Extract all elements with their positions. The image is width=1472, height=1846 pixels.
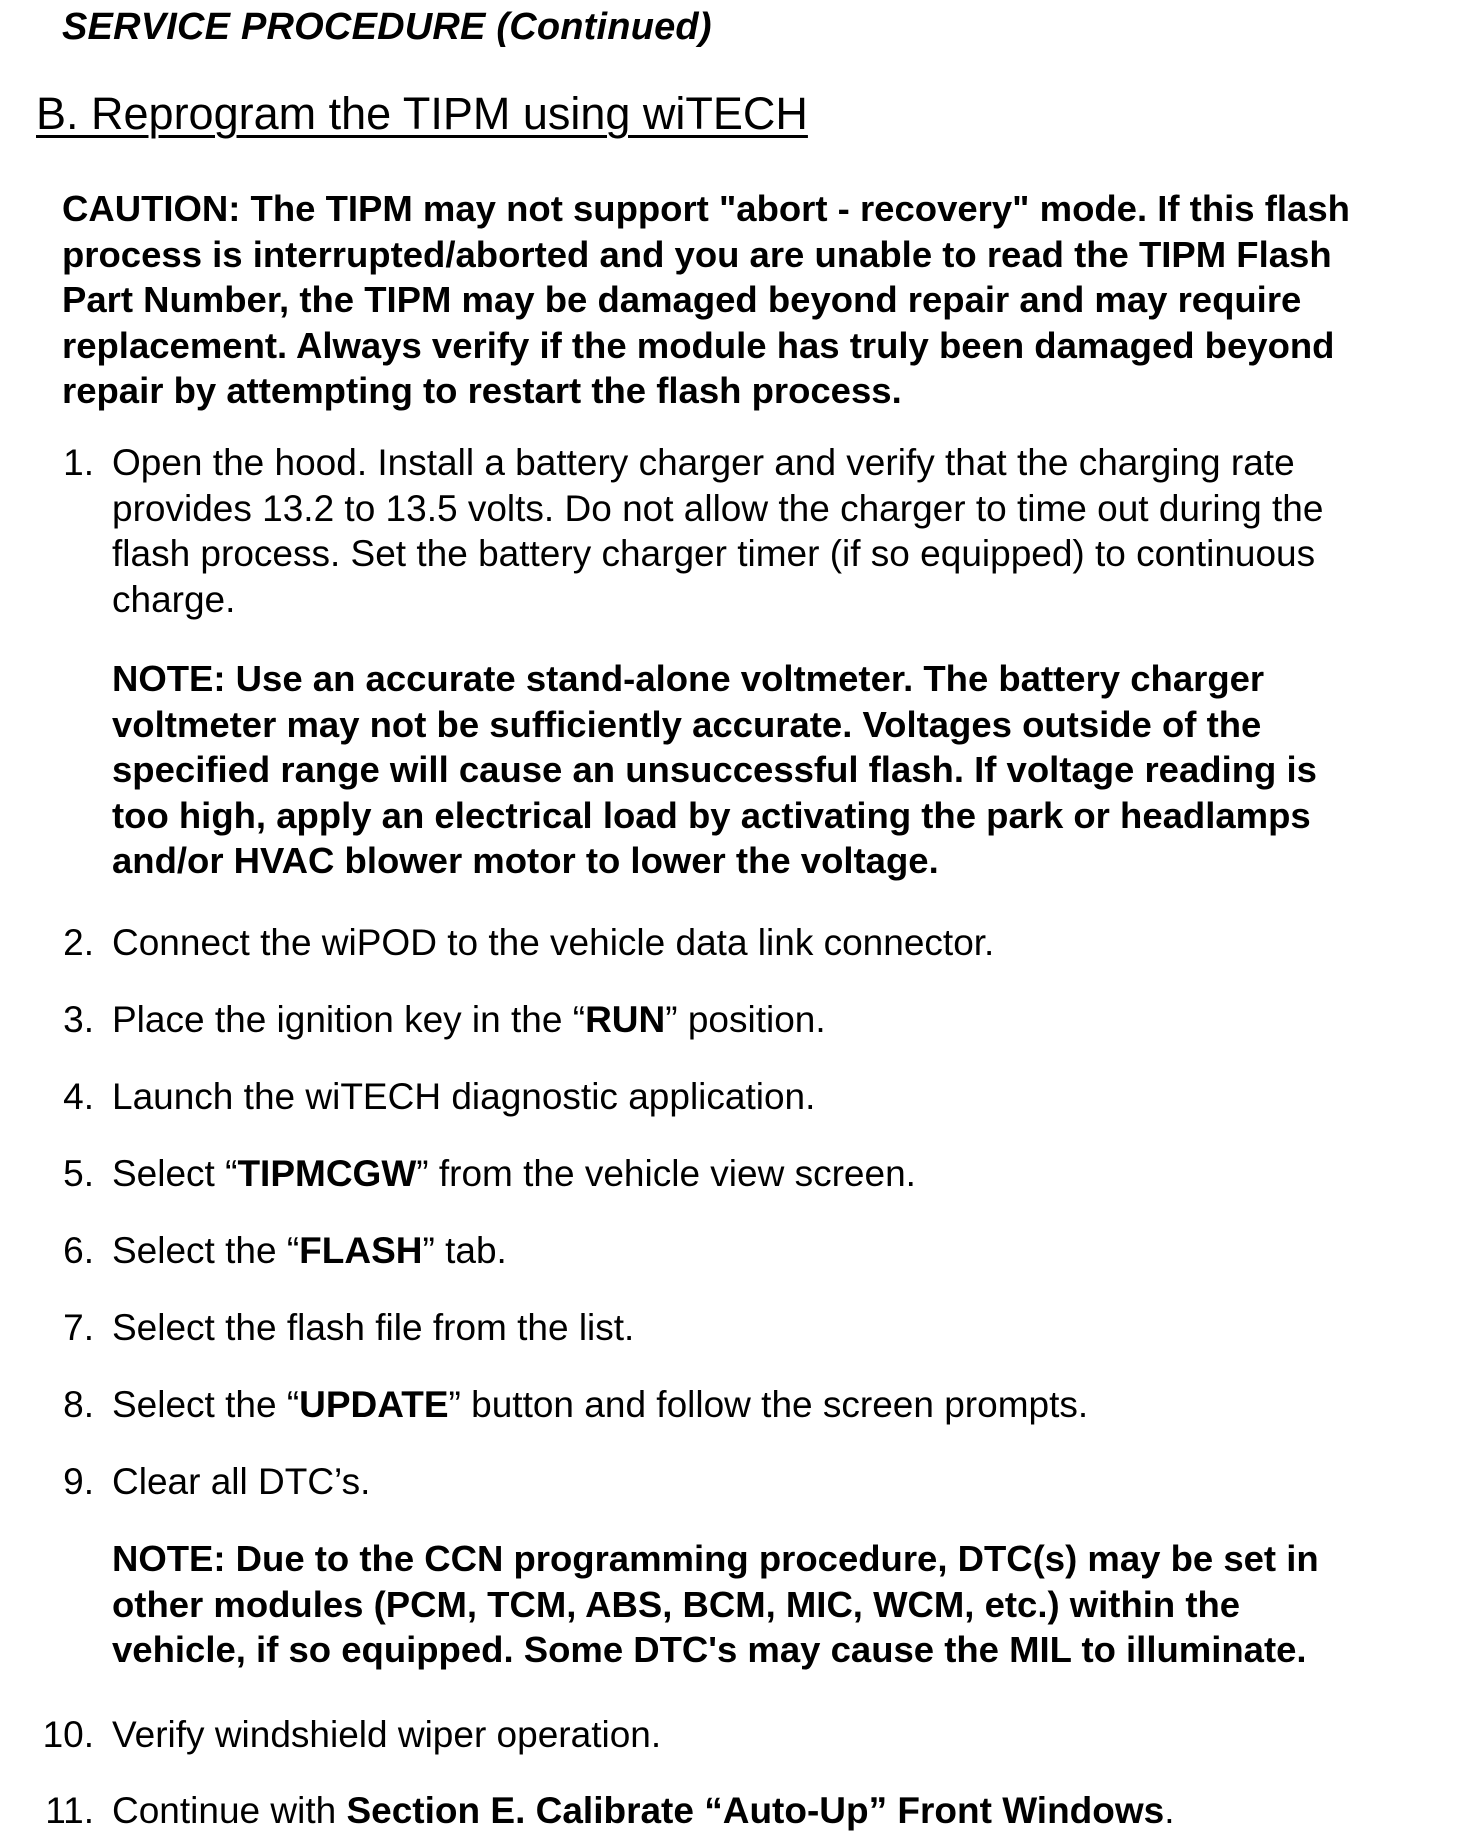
note-line: voltmeter may not be sufficiently accurate. Voltages outside of the xyxy=(112,703,1262,745)
step-line: provides 13.2 to 13.5 volts. Do not allow the charger to time out during the xyxy=(112,487,1324,529)
step-number: 4. xyxy=(63,1076,94,1117)
caution-line: process is interrupted/aborted and you are unable to read the TIPM Flash xyxy=(62,233,1332,275)
step-text xyxy=(112,1382,1462,1428)
note-line: and/or HVAC blower motor to lower the voltage. xyxy=(112,840,939,881)
step-line xyxy=(112,1151,1462,1197)
step-text-part: Continue with xyxy=(112,1790,347,1831)
note-line: vehicle, if so equipped. Some DTC's may cause the MIL to illuminate. xyxy=(112,1629,1307,1670)
step-line: charge. xyxy=(112,578,236,620)
step-text-part: ” button and follow the screen prompts. xyxy=(448,1384,1089,1425)
step-text xyxy=(112,1074,1462,1120)
step-text xyxy=(112,920,1462,966)
step-line xyxy=(112,1228,1462,1274)
step-text-part: Place the ignition key in the “ xyxy=(112,999,586,1040)
step-number: 10. xyxy=(42,1714,94,1755)
step-number: 2. xyxy=(63,922,94,963)
step-line: Verify windshield wiper operation. xyxy=(112,1714,662,1755)
page-header: SERVICE PROCEDURE (Continued) xyxy=(62,6,712,48)
step-text xyxy=(112,1459,1462,1505)
caution-line: CAUTION: The TIPM may not support "abort - recovery" mode. If this flash xyxy=(62,188,1350,229)
step-line: Launch the wiTECH diagnostic application. xyxy=(112,1076,816,1117)
note-line: specified range will cause an unsuccessful flash. If voltage reading is xyxy=(112,749,1317,790)
step-number: 1. xyxy=(63,442,94,483)
caution-block xyxy=(62,186,1462,414)
step-text-part: Select “ xyxy=(112,1153,238,1194)
step-text xyxy=(112,1228,1462,1274)
step-text xyxy=(112,1305,1462,1351)
step-line xyxy=(112,997,1462,1043)
step-text-part: Select the “ xyxy=(112,1230,300,1271)
note-line: too high, apply an electrical load by activating the park or headlamps xyxy=(112,794,1311,836)
note-voltmeter xyxy=(112,656,1462,884)
step-number: 3. xyxy=(63,999,94,1040)
step-keyword: FLASH xyxy=(299,1230,423,1271)
section-reference: Section E. Calibrate “Auto-Up” Front Windows xyxy=(346,1790,1165,1831)
step-line xyxy=(112,1382,1462,1428)
step-keyword: TIPMCGW xyxy=(237,1153,417,1194)
note-line: NOTE: Due to the CCN programming procedure, DTC(s) may be set in xyxy=(112,1538,1319,1579)
note-ccn xyxy=(112,1536,1462,1673)
step-keyword: RUN xyxy=(585,999,666,1040)
step-keyword: UPDATE xyxy=(299,1384,449,1425)
step-text-part: . xyxy=(1164,1790,1175,1831)
caution-line: replacement. Always verify if the module has truly been damaged beyond xyxy=(62,324,1335,366)
note-line: NOTE: Use an accurate stand-alone voltmeter. The battery charger xyxy=(112,658,1265,699)
step-line: Clear all DTC’s. xyxy=(112,1461,371,1502)
step-text xyxy=(112,1712,1462,1758)
step-number: 9. xyxy=(63,1461,94,1502)
step-text-part: Select the “ xyxy=(112,1384,300,1425)
step-number: 7. xyxy=(63,1307,94,1348)
caution-line: repair by attempting to restart the flash process. xyxy=(62,370,902,411)
step-text-part: ” tab. xyxy=(422,1230,507,1271)
step-line: Open the hood. Install a battery charger and verify that the charging rate xyxy=(112,442,1295,483)
step-text xyxy=(112,440,1462,622)
note-line: other modules (PCM, TCM, ABS, BCM, MIC, WCM, etc.) within the xyxy=(112,1583,1241,1625)
step-text xyxy=(112,997,1462,1043)
step-line: Select the flash file from the list. xyxy=(112,1307,635,1348)
step-line: flash process. Set the battery charger timer (if so equipped) to continuous xyxy=(112,533,1316,574)
step-line: Connect the wiPOD to the vehicle data link connector. xyxy=(112,922,995,963)
step-text xyxy=(112,1788,1462,1834)
step-text-part: ” position. xyxy=(665,999,826,1040)
step-text xyxy=(112,1151,1462,1197)
caution-line: Part Number, the TIPM may be damaged beyond repair and may require xyxy=(62,279,1302,320)
step-text-part: ” from the vehicle view screen. xyxy=(416,1153,916,1194)
section-title: B. Reprogram the TIPM using wiTECH xyxy=(36,88,808,139)
step-line xyxy=(112,1788,1462,1834)
step-number: 5. xyxy=(63,1153,94,1194)
step-number: 11. xyxy=(45,1790,94,1831)
step-number: 6. xyxy=(63,1230,94,1271)
step-number: 8. xyxy=(63,1384,94,1425)
